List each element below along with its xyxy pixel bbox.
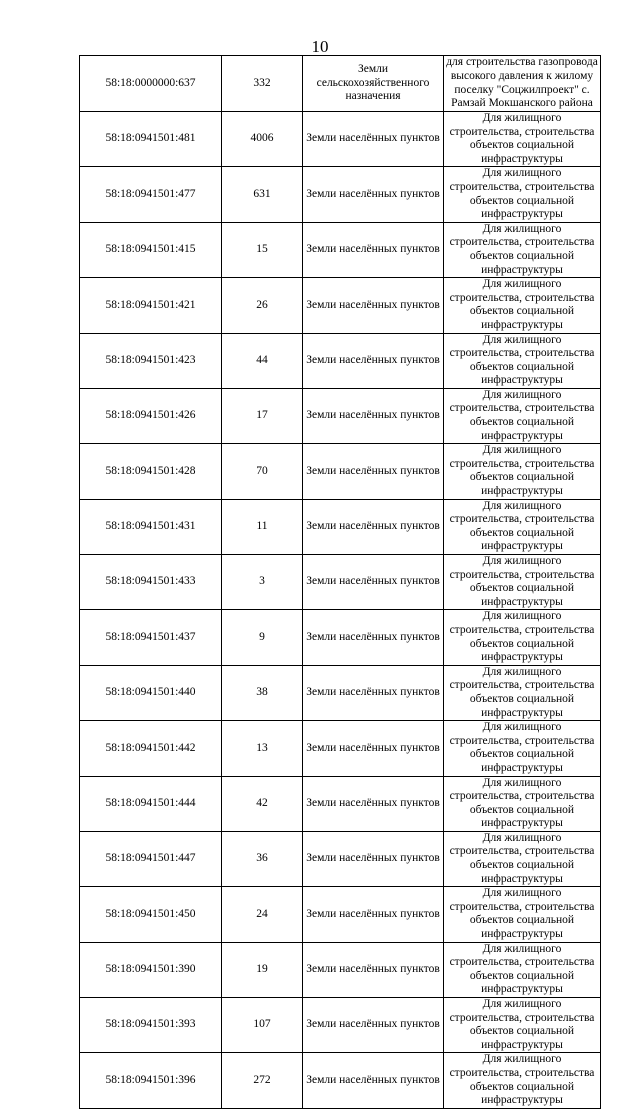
cadastral-number-cell: 58:18:0941501:450 (80, 887, 222, 942)
land-category-cell: Земли населённых пунктов (303, 333, 444, 388)
permitted-use-cell: Для жилищного строительства, строительства объектов социальной инфраструктуры (444, 1053, 601, 1108)
table-row (80, 942, 601, 997)
permitted-use-cell: Для жилищного строительства, строительства объектов социальной инфраструктуры (444, 112, 601, 167)
table-row (80, 167, 601, 222)
cadastral-number-cell: 58:18:0941501:447 (80, 831, 222, 886)
cadastral-number-cell: 58:18:0941501:426 (80, 388, 222, 443)
area-cell: 36 (222, 831, 303, 886)
area-cell: 272 (222, 1053, 303, 1108)
page-number: 10 (311, 37, 329, 56)
area-cell: 3 (222, 555, 303, 610)
permitted-use-cell: Для жилищного строительства, строительства объектов социальной инфраструктуры (444, 942, 601, 997)
permitted-use-cell: Для жилищного строительства, строительства объектов социальной инфраструктуры (444, 610, 601, 665)
area-cell: 13 (222, 721, 303, 776)
area-cell: 11 (222, 499, 303, 554)
table-row (80, 665, 601, 720)
land-category-cell: Земли населённых пунктов (303, 665, 444, 720)
land-category-cell: Земли населённых пунктов (303, 222, 444, 277)
area-cell: 332 (222, 56, 303, 112)
land-category-cell: Земли населённых пунктов (303, 278, 444, 333)
permitted-use-cell: Для жилищного строительства, строительства объектов социальной инфраструктуры (444, 721, 601, 776)
land-category-cell: Земли населённых пунктов (303, 167, 444, 222)
land-category-cell: Земли населённых пунктов (303, 831, 444, 886)
table-row (80, 998, 601, 1053)
cadastral-number-cell: 58:18:0941501:431 (80, 499, 222, 554)
area-cell: 38 (222, 665, 303, 720)
table-row (80, 56, 601, 112)
land-category-cell: Земли населённых пунктов (303, 887, 444, 942)
cadastral-number-cell: 58:18:0000000:637 (80, 56, 222, 112)
area-cell: 26 (222, 278, 303, 333)
land-category-cell: Земли населённых пунктов (303, 721, 444, 776)
area-cell: 19 (222, 942, 303, 997)
land-category-cell: Земли сельскохозяйственного назначения (303, 56, 444, 112)
area-cell: 70 (222, 444, 303, 499)
area-cell: 24 (222, 887, 303, 942)
permitted-use-cell: Для жилищного строительства, строительства объектов социальной инфраструктуры (444, 167, 601, 222)
permitted-use-cell: Для жилищного строительства, строительства объектов социальной инфраструктуры (444, 222, 601, 277)
cadastral-number-cell: 58:18:0941501:442 (80, 721, 222, 776)
land-category-cell: Земли населённых пунктов (303, 1053, 444, 1108)
cadastral-number-cell: 58:18:0941501:440 (80, 665, 222, 720)
land-category-cell: Земли населённых пунктов (303, 998, 444, 1053)
permitted-use-cell: Для жилищного строительства, строительства объектов социальной инфраструктуры (444, 499, 601, 554)
area-cell: 4006 (222, 112, 303, 167)
cadastral-number-cell: 58:18:0941501:390 (80, 942, 222, 997)
table-row (80, 831, 601, 886)
land-category-cell: Земли населённых пунктов (303, 942, 444, 997)
permitted-use-cell: Для жилищного строительства, строительства объектов социальной инфраструктуры (444, 444, 601, 499)
cadastral-number-cell: 58:18:0941501:444 (80, 776, 222, 831)
table-row (80, 887, 601, 942)
land-category-cell: Земли населённых пунктов (303, 112, 444, 167)
table-row (80, 555, 601, 610)
table-row (80, 499, 601, 554)
permitted-use-cell: Для жилищного строительства, строительства объектов социальной инфраструктуры (444, 333, 601, 388)
permitted-use-cell: Для жилищного строительства, строительства объектов социальной инфраструктуры (444, 555, 601, 610)
permitted-use-cell: для строительства газопровода высокого давления к жилому поселку "Соцжилпроект" с. Рамзай Мокшанского района (444, 56, 601, 112)
permitted-use-cell: Для жилищного строительства, строительства объектов социальной инфраструктуры (444, 665, 601, 720)
permitted-use-cell: Для жилищного строительства, строительства объектов социальной инфраструктуры (444, 831, 601, 886)
table-row (80, 776, 601, 831)
permitted-use-cell: Для жилищного строительства, строительства объектов социальной инфраструктуры (444, 998, 601, 1053)
table-row (80, 721, 601, 776)
permitted-use-cell: Для жилищного строительства, строительства объектов социальной инфраструктуры (444, 388, 601, 443)
area-cell: 44 (222, 333, 303, 388)
cadastral-number-cell: 58:18:0941501:428 (80, 444, 222, 499)
land-category-cell: Земли населённых пунктов (303, 388, 444, 443)
area-cell: 17 (222, 388, 303, 443)
table-row (80, 278, 601, 333)
table-row (80, 112, 601, 167)
cadastral-number-cell: 58:18:0941501:415 (80, 222, 222, 277)
permitted-use-cell: Для жилищного строительства, строительства объектов социальной инфраструктуры (444, 887, 601, 942)
area-cell: 15 (222, 222, 303, 277)
permitted-use-cell: Для жилищного строительства, строительства объектов социальной инфраструктуры (444, 278, 601, 333)
table-row (80, 222, 601, 277)
cadastral-number-cell: 58:18:0941501:477 (80, 167, 222, 222)
cadastral-number-cell: 58:18:0941501:396 (80, 1053, 222, 1108)
table-row (80, 444, 601, 499)
table-row (80, 610, 601, 665)
table-body (80, 56, 601, 1109)
table-row (80, 388, 601, 443)
area-cell: 42 (222, 776, 303, 831)
table-row (80, 1053, 601, 1108)
land-category-cell: Земли населённых пунктов (303, 555, 444, 610)
land-category-cell: Земли населённых пунктов (303, 610, 444, 665)
cadastral-number-cell: 58:18:0941501:423 (80, 333, 222, 388)
cadastral-number-cell: 58:18:0941501:437 (80, 610, 222, 665)
cadastral-number-cell: 58:18:0941501:421 (80, 278, 222, 333)
land-category-cell: Земли населённых пунктов (303, 444, 444, 499)
area-cell: 107 (222, 998, 303, 1053)
land-category-cell: Земли населённых пунктов (303, 776, 444, 831)
cadastral-number-cell: 58:18:0941501:393 (80, 998, 222, 1053)
land-plots-table (79, 55, 601, 1109)
table-row (80, 333, 601, 388)
area-cell: 9 (222, 610, 303, 665)
permitted-use-cell: Для жилищного строительства, строительства объектов социальной инфраструктуры (444, 776, 601, 831)
land-category-cell: Земли населённых пунктов (303, 499, 444, 554)
cadastral-number-cell: 58:18:0941501:433 (80, 555, 222, 610)
cadastral-number-cell: 58:18:0941501:481 (80, 112, 222, 167)
area-cell: 631 (222, 167, 303, 222)
